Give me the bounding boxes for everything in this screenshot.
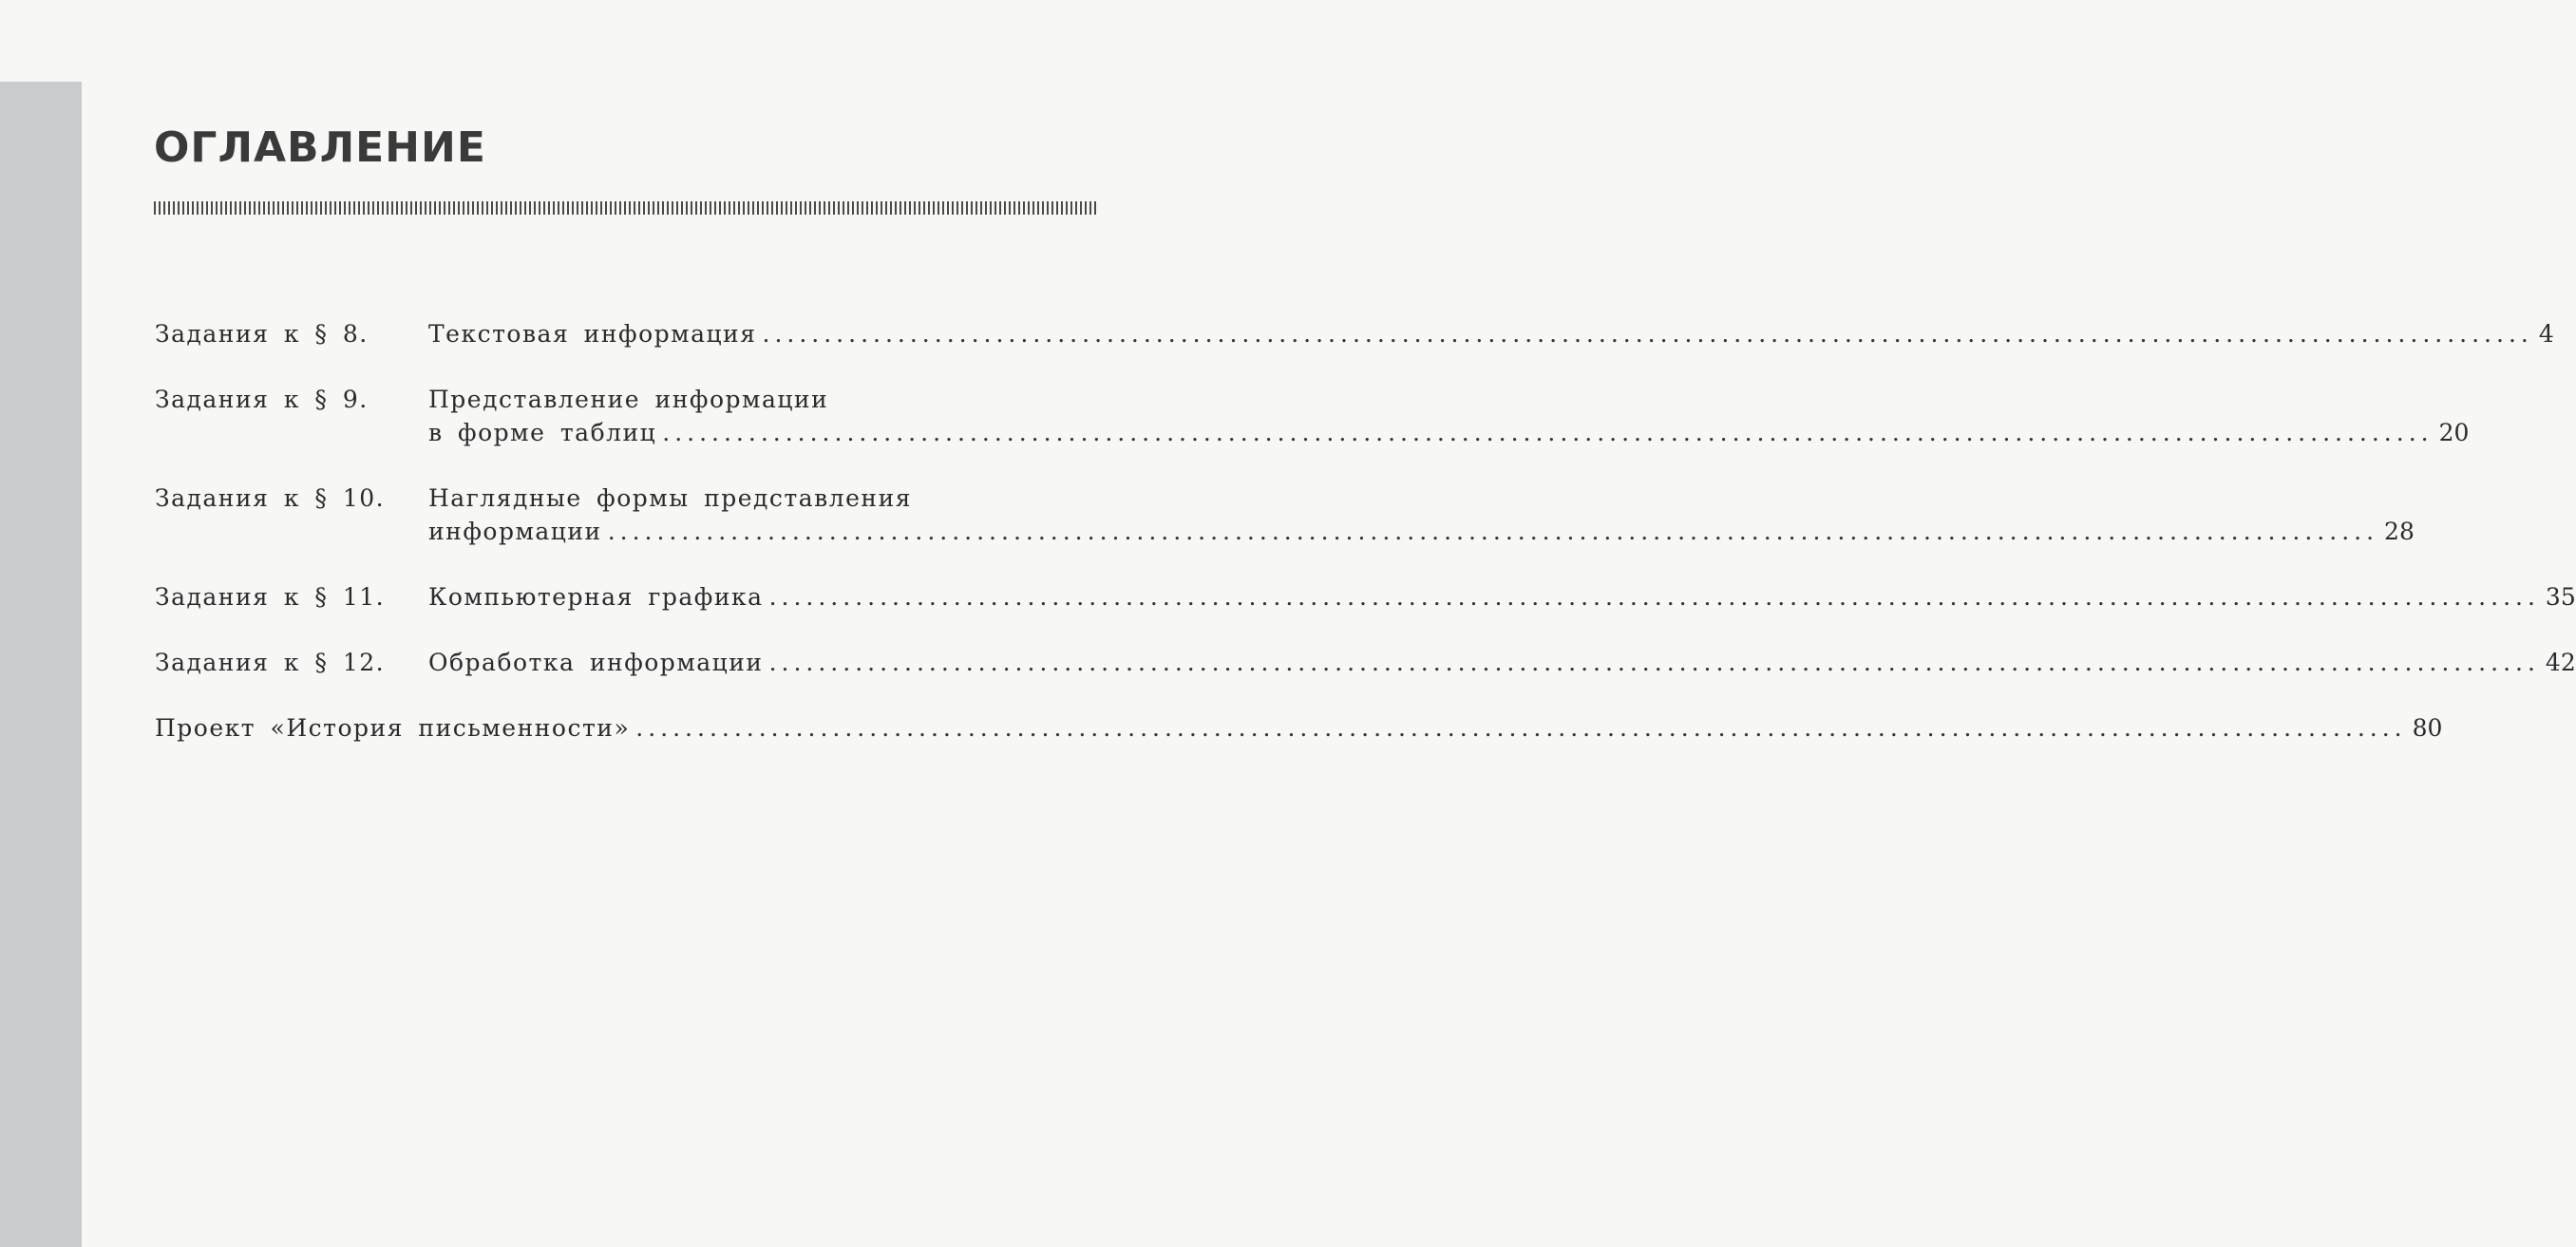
toc-entry[interactable] [155,482,2415,548]
dot-leader: ................................................................................................................................................ [768,649,2540,676]
toc-entry-title: Компьютерная графика [428,583,764,611]
toc-entry-title: Проект «История письменности» [155,714,631,742]
toc-entry-page: 20 [2438,419,2470,446]
toc-entry-label: Задания к § 8. [155,320,369,348]
toc-entry-title-continued: в форме таблиц [428,419,657,446]
toc-entry-title: Текстовая информация [428,320,757,348]
toc-entry-page: 35 [2545,583,2576,611]
page-title: ОГЛАВЛЕНИЕ [154,123,486,172]
dot-leader: ................................................................................................................................................ [762,320,2533,348]
toc-entry-page: 28 [2384,518,2415,545]
toc-entry-label: Задания к § 12. [155,649,386,676]
toc-entry-title: Обработка информации [428,649,764,676]
toc-entry[interactable] [155,317,2554,350]
dot-leader: ................................................................................................................................................ [635,714,2407,742]
toc-entry-label: Задания к § 9. [155,386,369,413]
toc-entry-page: 80 [2412,714,2443,742]
dot-leader: ................................................................................................................................................ [607,518,2379,545]
toc-entry[interactable] [155,580,2576,614]
toc-entry-page: 42 [2545,649,2576,676]
toc-entry-title: Представление информации [428,386,829,413]
toc-entry-title: Наглядные формы представления [428,484,913,512]
toc-entry-project[interactable] [155,711,2443,745]
dot-leader: ................................................................................................................................................ [662,419,2434,446]
toc-entry-label: Задания к § 11. [155,583,386,611]
decorative-rule [154,201,1097,215]
toc-entry-page: 4 [2538,320,2554,348]
toc-entry-label: Задания к § 10. [155,484,386,512]
toc-entry[interactable] [155,646,2576,679]
page-edge-strip [0,82,82,1247]
table-of-contents [155,317,2576,745]
toc-entry-title-continued: информации [428,518,602,545]
toc-entry[interactable] [155,383,2470,449]
dot-leader: ................................................................................................................................................ [768,583,2540,611]
